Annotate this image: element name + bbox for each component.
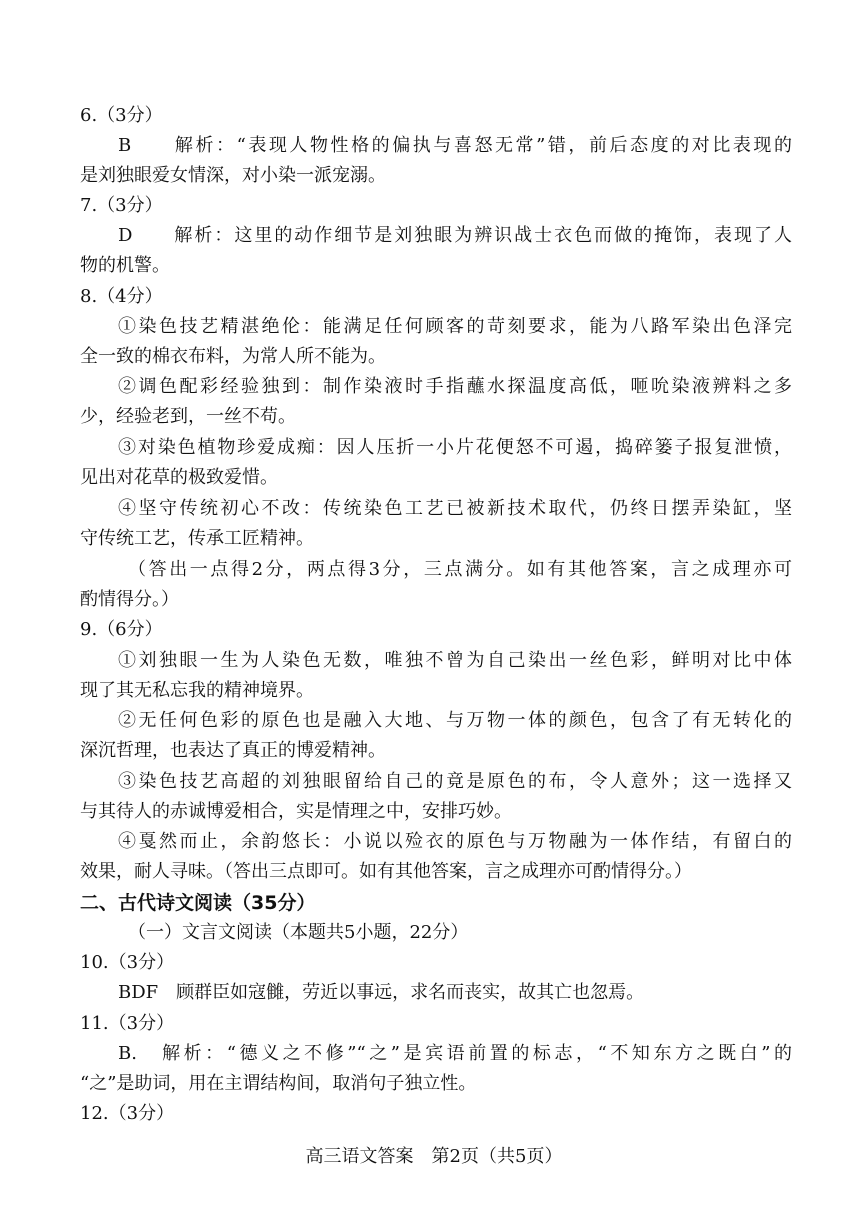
q6-answer-line-1: B 解析：“表现人物性格的偏执与喜怒无常”错，前后态度的对比表现的 [118,135,792,156]
q9-header: 9.（6分） [80,619,163,640]
page-footer: 高三语文答案 第2页（共5页） [305,1146,563,1167]
q9-point2-line-2: 深沉哲理，也表达了真正的博爱精神。 [80,740,386,761]
q10-answer: BDF 顾群臣如寇雠，劳近以事远，求名而丧实，故其亡也忽焉。 [118,982,645,1003]
q6-answer-line-2: 是刘独眼爱女情深，对小染一派宠溺。 [80,165,386,186]
section-heading-classical-reading: 二、古代诗文阅读（35分） [80,892,316,914]
q8-point2-line-2: 少，经验老到，一丝不苟。 [80,406,296,427]
q11-answer-line-2: “之”是助词，用在主谓结构间，取消句子独立性。 [80,1073,477,1094]
q7-answer-line-1: D 解析：这里的动作细节是刘独眼为辨识战士衣色而做的掩饰，表现了人 [118,225,792,246]
q7-header: 7.（3分） [80,195,163,216]
subsection-heading-classical-prose: （一）文言文阅读（本题共5小题，22分） [128,922,469,943]
q9-point3-line-2: 与其待人的赤诚博爱相合，实是情理之中，安排巧妙。 [80,801,512,822]
q9-point1-line-1: ①刘独眼一生为人染色无数，唯独不曾为自己染出一丝色彩，鲜明对比中体 [118,650,792,671]
q8-point4-line-1: ④坚守传统初心不改：传统染色工艺已被新技术取代，仍终日摆弄染缸，坚 [118,498,792,519]
q8-point2-line-1: ②调色配彩经验独到：制作染液时手指蘸水探温度高低，咂吮染液辨料之多 [118,376,792,397]
q12-header: 12.（3分） [80,1103,175,1124]
q8-point1-line-1: ①染色技艺精湛绝伦：能满足任何顾客的苛刻要求，能为八路军染出色泽完 [118,316,792,337]
q9-point1-line-2: 现了其无私忘我的精神境界。 [80,680,314,701]
q8-point3-line-2: 见出对花草的极致爱惜。 [80,467,278,488]
q9-point4-line-1: ④戛然而止，余韵悠长：小说以殓衣的原色与万物融为一体作结，有留白的 [118,831,792,852]
q8-point1-line-2: 全一致的棉衣布料，为常人所不能为。 [80,346,386,367]
q6-header: 6.（3分） [80,105,163,126]
q8-scoring-note-line-1: （答出一点得2分，两点得3分，三点满分。如有其他答案，言之成理亦可 [128,559,792,580]
q11-answer-line-1: B. 解析：“德义之不修”“之”是宾语前置的标志，“不知东方之既白”的 [118,1043,792,1064]
q9-point2-line-1: ②无任何色彩的原色也是融入大地、与万物一体的颜色，包含了有无转化的 [118,710,792,731]
q11-header: 11.（3分） [80,1013,175,1034]
q10-header: 10.（3分） [80,952,175,973]
q8-point3-line-1: ③对染色植物珍爱成痴：因人压折一小片花便怒不可遏，捣碎篓子报复泄愤， [118,437,792,458]
q7-answer-line-2: 物的机警。 [80,255,170,276]
q8-scoring-note-line-2: 酌情得分。） [80,589,179,610]
q8-header: 8.（4分） [80,286,163,307]
q8-point4-line-2: 守传统工艺，传承工匠精神。 [80,528,314,549]
q9-point4-line-2: 效果，耐人寻味。（答出三点即可。如有其他答案，言之成理亦可酌情得分。） [80,861,692,882]
q9-point3-line-1: ③染色技艺高超的刘独眼留给自己的竟是原色的布，令人意外；这一选择又 [118,771,792,792]
